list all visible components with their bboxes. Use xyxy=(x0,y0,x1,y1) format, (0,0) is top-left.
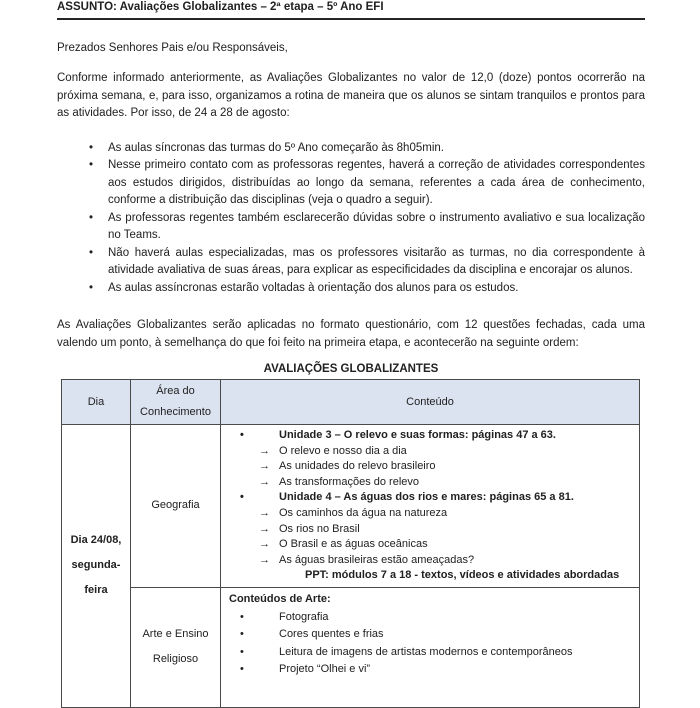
content-cell-arte xyxy=(221,587,640,707)
day-line: segunda- xyxy=(71,559,121,572)
content-item-text: As águas brasileiras estão ameaçadas? xyxy=(279,553,475,566)
content-item xyxy=(227,475,633,491)
content-item-text: Cores quentes e frias xyxy=(279,628,384,641)
arrow-icon: → xyxy=(259,475,270,488)
content-item-text: Unidade 4 – As águas dos rios e mares: páginas 65 a 81. xyxy=(279,491,574,504)
list-item-text: As aulas síncronas das turmas do 5º Ano começarão às 8h05min. xyxy=(108,141,444,154)
content-item-text: As transformações do relevo xyxy=(279,475,420,488)
content-item-text: Leitura de imagens de artistas modernos e contemporâneos xyxy=(279,645,573,658)
bullet-icon: • xyxy=(89,281,94,294)
table-row xyxy=(62,425,640,588)
list-item xyxy=(89,210,645,245)
content-item-text: Projeto “Olhei e vi” xyxy=(279,663,371,676)
notice-list xyxy=(57,140,645,298)
content-item-text: O Brasil e as águas oceânicas xyxy=(279,538,428,551)
day-cell xyxy=(62,425,131,708)
bullet-icon: • xyxy=(89,141,94,154)
area-cell-arte: Arte e Ensino Religioso xyxy=(131,587,221,707)
content-item-text: Conteúdos de Arte: xyxy=(229,592,331,605)
arrow-icon: → xyxy=(259,522,270,535)
column-header-area: Área do Conhecimento xyxy=(131,380,221,425)
bullet-icon: • xyxy=(240,610,244,623)
content-item xyxy=(227,568,633,584)
content-item xyxy=(227,537,633,553)
content-item xyxy=(227,645,633,661)
content-item xyxy=(227,506,633,522)
list-item-text: As professoras regentes também esclarecerão dúvidas sobre o instrumento avaliativo e sua localização no Teams. xyxy=(108,211,645,241)
arrow-icon: → xyxy=(259,506,270,519)
content-item-text: Os rios no Brasil xyxy=(279,522,360,535)
bullet-icon: • xyxy=(89,159,94,171)
bullet-icon: • xyxy=(240,663,244,676)
arrow-icon: → xyxy=(259,444,270,457)
greeting-text: Prezados Senhores Pais e/ou Responsáveis, xyxy=(57,42,288,54)
content-item-text: Os caminhos da água na natureza xyxy=(279,506,448,519)
list-item xyxy=(89,245,645,280)
column-header-dia: Dia xyxy=(62,380,131,425)
list-item-text: Não haverá aulas especializadas, mas os professores visitarão as turmas, no dia correspondente à atividade avaliativa de suas áreas, para explicar as especificidades da disciplina e encorajar os alunos. xyxy=(108,246,645,276)
content-item xyxy=(227,553,633,569)
content-item xyxy=(227,444,633,460)
content-item xyxy=(227,522,633,538)
content-item-text: Fotografia xyxy=(279,610,329,623)
content-item-text: O relevo e nosso dia a dia xyxy=(279,444,407,457)
content-item xyxy=(227,592,633,608)
closing-paragraph: As Avaliações Globalizantes serão aplicadas no formato questionário, com 12 questões fechadas, cada uma valendo um ponto, à semelhança do que foi feito na primeira etapa, e acontecerão na seguinte ordem: xyxy=(57,319,645,349)
list-item-text: As aulas assíncronas estarão voltadas à orientação dos alunos para os estudos. xyxy=(108,281,519,294)
bullet-icon: • xyxy=(240,628,244,641)
subject-heading: ASSUNTO: Avaliações Globalizantes – 2ª etapa – 5º Ano EFI xyxy=(57,1,645,20)
bullet-icon: • xyxy=(89,246,94,259)
content-item-text: Unidade 3 – O relevo e suas formas: páginas 47 a 63. xyxy=(279,429,556,441)
table-row xyxy=(62,587,640,707)
content-item xyxy=(227,428,633,444)
content-item xyxy=(227,490,633,506)
arrow-icon: → xyxy=(259,460,270,473)
content-item xyxy=(227,662,633,678)
bullet-icon: • xyxy=(240,645,244,658)
table-title: AVALIAÇÕES GLOBALIZANTES xyxy=(263,363,439,375)
intro-paragraph: Conforme informado anteriormente, as Avaliações Globalizantes no valor de 12,0 (doze) pontos ocorrerão na próxima semana, e, para isso, organizamos a rotina de maneira que os alunos se sintam tranquilos e prontos para as atividades. Por isso, de 24 a 28 de agosto: xyxy=(57,72,645,119)
day-line: feira xyxy=(84,584,108,597)
schedule-table xyxy=(61,379,640,708)
content-item xyxy=(227,459,633,475)
arrow-icon: → xyxy=(259,538,270,551)
area-cell-geografia: Geografia xyxy=(131,425,221,588)
bullet-icon: • xyxy=(240,429,244,441)
list-item xyxy=(89,140,645,158)
content-cell-geografia xyxy=(221,425,640,588)
column-header-conteudo: Conteúdo xyxy=(221,380,640,425)
list-item xyxy=(89,157,645,210)
day-line: Dia 24/08, xyxy=(70,534,122,547)
arrow-icon: → xyxy=(259,553,270,566)
content-item-text: As unidades do relevo brasileiro xyxy=(279,460,436,473)
list-item xyxy=(89,280,645,298)
bullet-icon: • xyxy=(240,491,244,504)
bullet-icon: • xyxy=(89,211,94,224)
table-header-row xyxy=(62,380,640,425)
content-item xyxy=(227,627,633,643)
content-item xyxy=(227,610,633,626)
content-item-text: PPT: módulos 7 a 18 - textos, vídeos e atividades abordadas xyxy=(305,569,620,582)
list-item-text: Nesse primeiro contato com as professoras regentes, haverá a correção de atividades correspondentes aos estudos dirigidos, distribuídas ao longo da semana, referentes a cada área de conhecimento, conforme a distribuição das disciplinas (veja o quadro a seguir). xyxy=(108,159,645,206)
